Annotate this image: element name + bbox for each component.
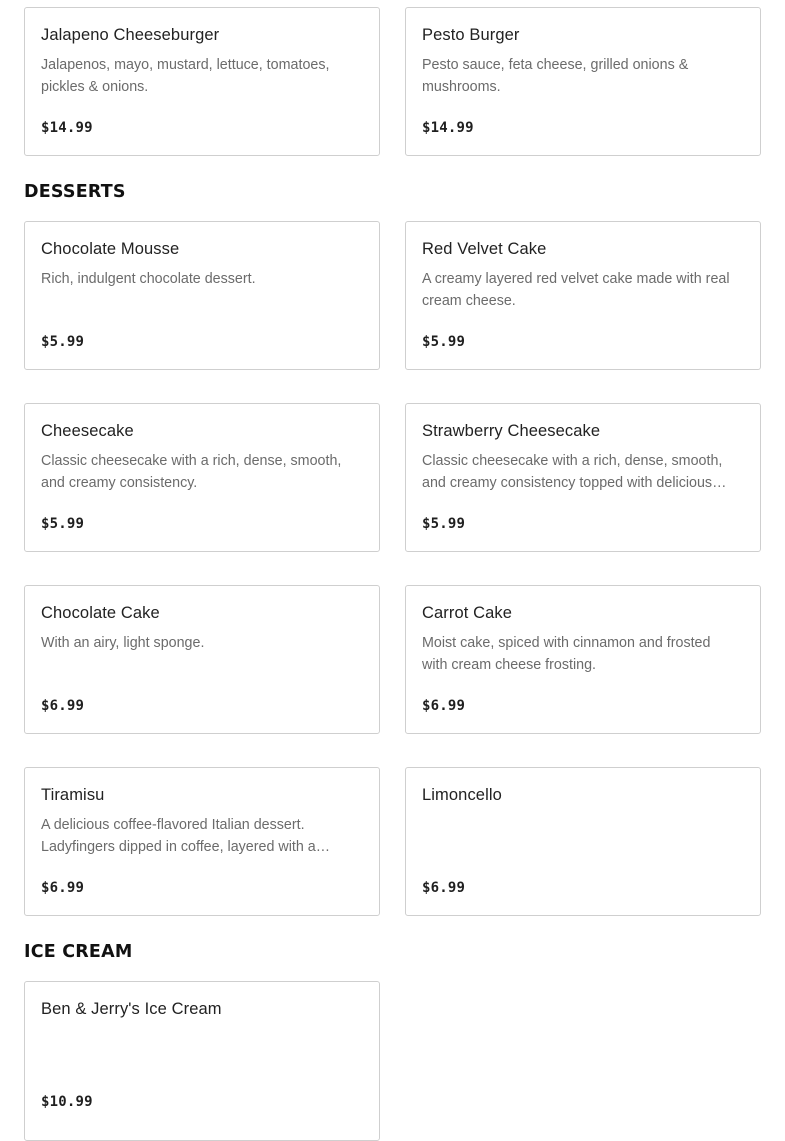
item-name: Ben & Jerry's Ice Cream	[41, 1000, 222, 1018]
menu-item-card[interactable]	[405, 767, 761, 916]
menu-item-card[interactable]	[24, 981, 380, 1141]
item-name: Red Velvet Cake	[422, 240, 547, 258]
item-name: Carrot Cake	[422, 604, 513, 622]
section-heading-desserts: DESSERTS	[24, 182, 126, 202]
item-price: $6.99	[422, 698, 466, 714]
menu-item-card[interactable]	[405, 221, 761, 370]
item-description: Classic cheesecake with a rich, dense, smooth, and creamy consistency topped with delicious…	[422, 453, 727, 491]
menu-item-card[interactable]	[24, 403, 380, 552]
menu-item-card[interactable]	[24, 585, 380, 734]
item-price: $6.99	[41, 698, 85, 714]
item-name: Limoncello	[422, 786, 502, 804]
menu-item-card[interactable]	[24, 7, 380, 156]
item-name: Chocolate Cake	[41, 604, 160, 622]
item-price: $6.99	[422, 880, 466, 896]
item-price: $6.99	[41, 880, 85, 896]
item-price: $5.99	[422, 516, 466, 532]
item-price: $5.99	[41, 516, 85, 532]
item-description: With an airy, light sponge.	[41, 635, 205, 651]
item-price: $5.99	[422, 334, 466, 350]
item-price: $10.99	[41, 1094, 93, 1110]
item-description: Rich, indulgent chocolate dessert.	[41, 271, 256, 287]
item-price: $14.99	[422, 120, 474, 136]
item-name: Cheesecake	[41, 422, 134, 440]
item-description: Pesto sauce, feta cheese, grilled onions & mushrooms.	[422, 57, 689, 95]
menu-item-card[interactable]	[405, 403, 761, 552]
section-heading-ice-cream: ICE CREAM	[24, 942, 133, 962]
item-description: Classic cheesecake with a rich, dense, smooth, and creamy consistency.	[41, 453, 342, 491]
item-name: Jalapeno Cheeseburger	[41, 26, 220, 44]
item-description: Jalapenos, mayo, mustard, lettuce, tomatoes, pickles & onions.	[41, 57, 330, 95]
menu-item-card[interactable]	[24, 221, 380, 370]
item-price: $14.99	[41, 120, 93, 136]
menu-item-card[interactable]	[24, 767, 380, 916]
item-description: A creamy layered red velvet cake made with real cream cheese.	[422, 271, 730, 309]
menu-item-card[interactable]	[405, 585, 761, 734]
item-description: Moist cake, spiced with cinnamon and frosted with cream cheese frosting.	[422, 635, 711, 673]
menu-item-card[interactable]	[405, 7, 761, 156]
item-price: $5.99	[41, 334, 85, 350]
item-name: Tiramisu	[41, 786, 105, 804]
item-name: Strawberry Cheesecake	[422, 422, 601, 440]
item-name: Pesto Burger	[422, 26, 520, 44]
item-name: Chocolate Mousse	[41, 240, 180, 258]
item-description: A delicious coffee-flavored Italian dessert. Ladyfingers dipped in coffee, layered with a…	[41, 817, 331, 855]
